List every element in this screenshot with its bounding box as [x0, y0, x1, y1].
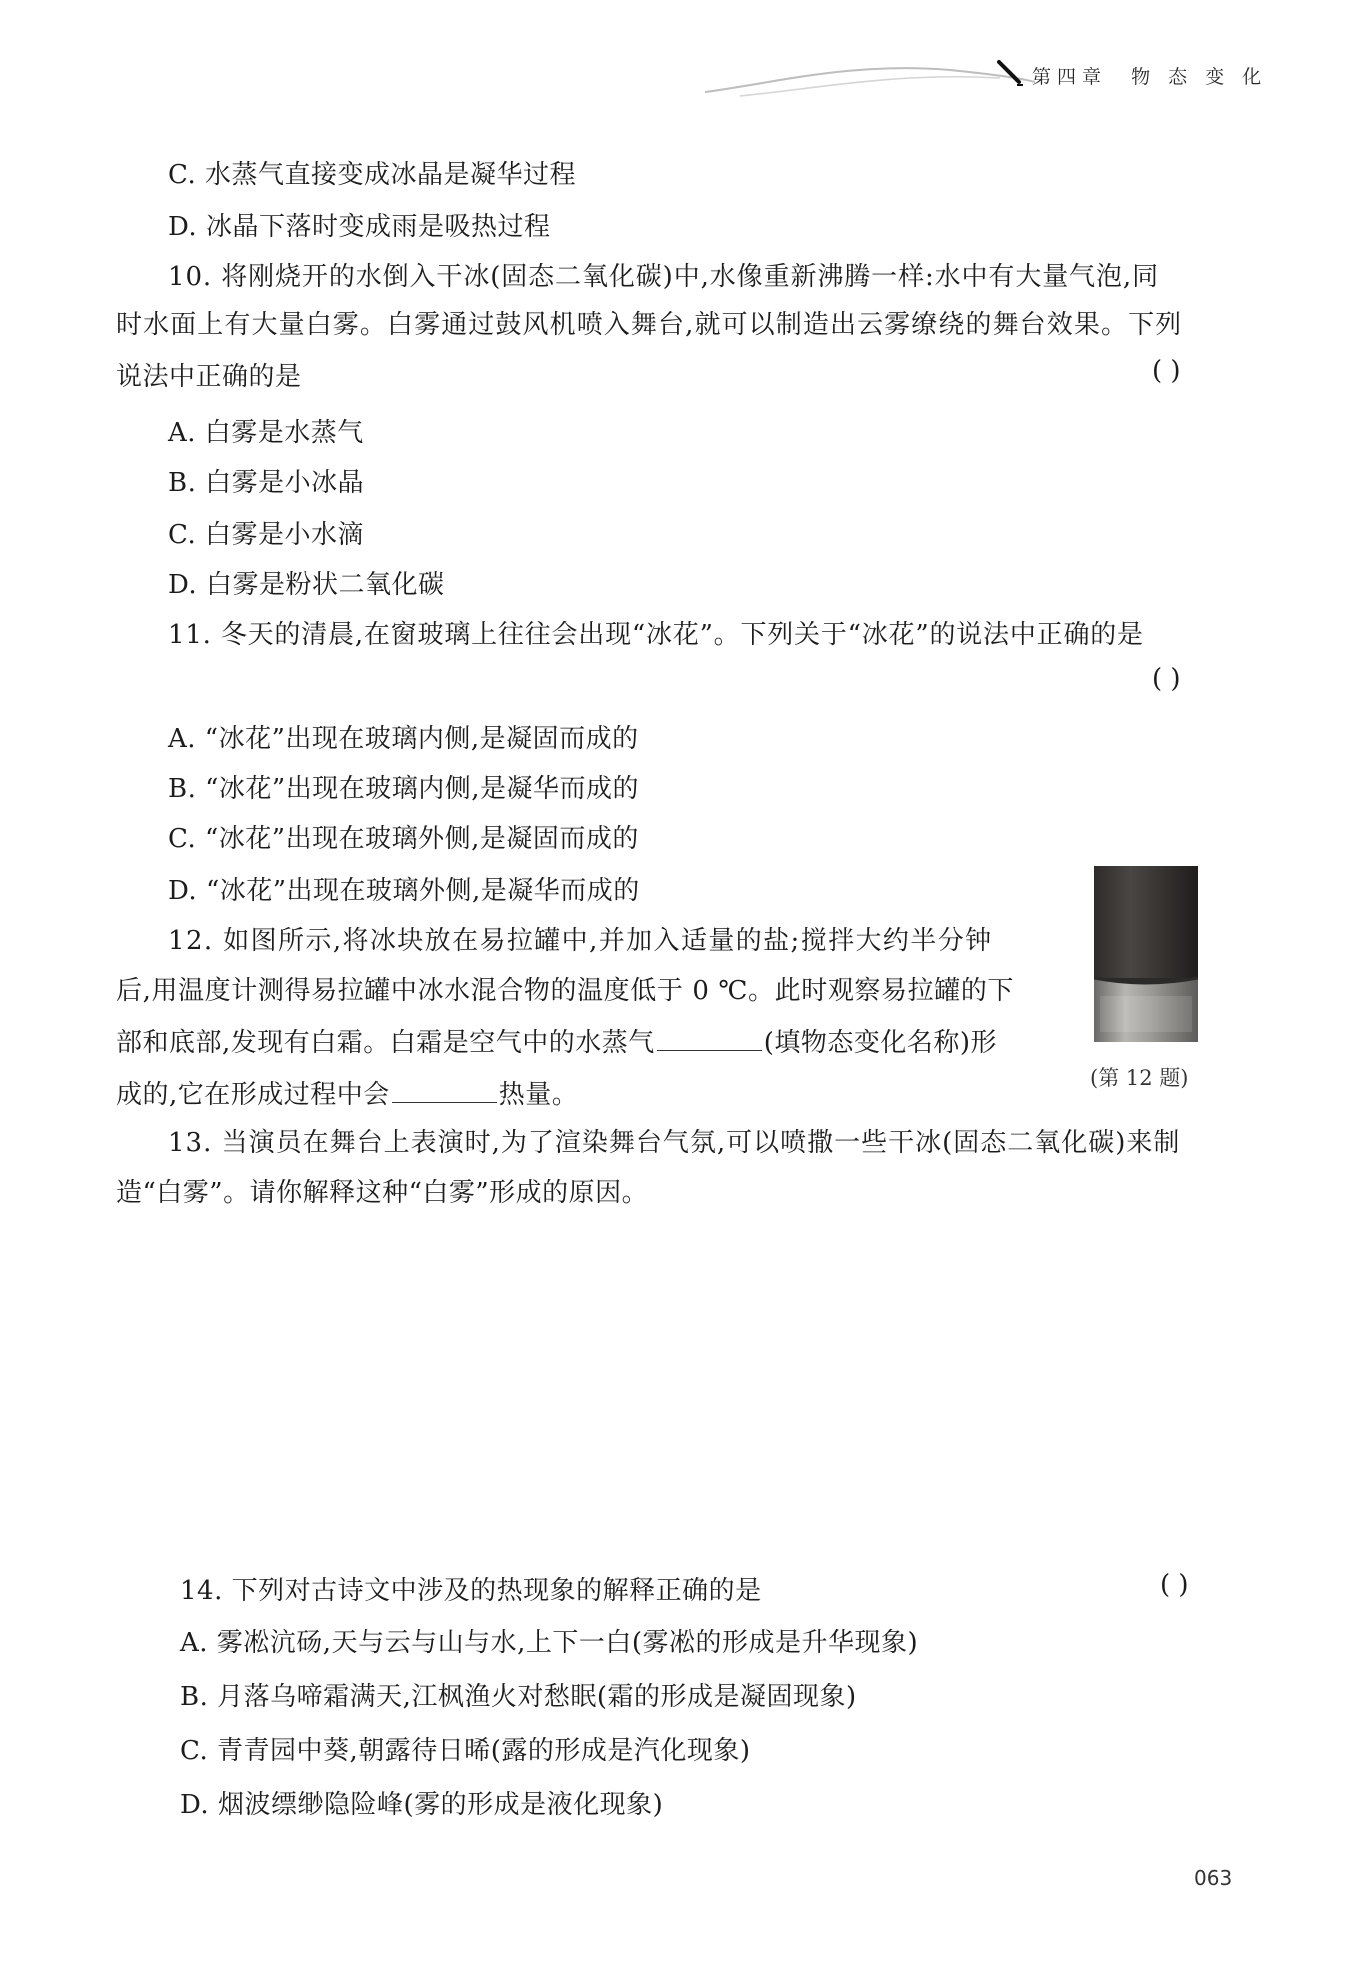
pen-icon: [995, 58, 1025, 88]
q14-option-a: A. 雾凇沆砀,天与云与山与水,上下一白(雾凇的形成是升华现象): [180, 1628, 919, 1658]
q12-stem-line1: 12. 如图所示,将冰块放在易拉罐中,并加入适量的盐;搅拌大约半分钟: [168, 926, 993, 956]
q14-answer-blank: ( ): [1160, 1570, 1189, 1600]
q9-option-c: C. 水蒸气直接变成冰晶是凝华过程: [168, 160, 576, 190]
q14-stem-line1: 14. 下列对古诗文中涉及的热现象的解释正确的是: [180, 1576, 762, 1606]
q9-option-d: D. 冰晶下落时变成雨是吸热过程: [168, 212, 551, 242]
q11-stem-line1: 11. 冬天的清晨,在窗玻璃上往往会出现“冰花”。下列关于“冰花”的说法中正确的是: [168, 620, 1144, 650]
can-photo-figure: [1094, 866, 1198, 1042]
q14-option-c: C. 青青园中葵,朝露待日晞(露的形成是汽化现象): [180, 1736, 751, 1766]
q14-option-b: B. 月落乌啼霜满天,江枫渔火对愁眠(霜的形成是凝固现象): [180, 1682, 857, 1712]
q11-option-b: B. “冰花”出现在玻璃内侧,是凝华而成的: [168, 774, 639, 804]
q10-option-c: C. 白雾是小水滴: [168, 520, 364, 550]
chapter-title: 物 态 变 化: [1131, 66, 1268, 88]
q12-stem-line2: 后,用温度计测得易拉罐中冰水混合物的温度低于 0 ℃。此时观察易拉罐的下: [116, 976, 1015, 1006]
q13-stem-line1: 13. 当演员在舞台上表演时,为了渲染舞台气氛,可以喷撒一些干冰(固态二氧化碳)来制: [168, 1128, 1181, 1158]
q12-line3-before-blank: 部和底部,发现有白霜。白霜是空气中的水蒸气: [116, 1028, 655, 1058]
page-number: 063: [1194, 1866, 1233, 1890]
q12-line4-after-blank: 热量。: [498, 1080, 579, 1110]
q12-fill-blank-2[interactable]: [392, 1076, 497, 1103]
q13-stem-line2: 造“白雾”。请你解释这种“白雾”形成的原因。: [116, 1178, 649, 1208]
q10-stem-line1: 10. 将刚烧开的水倒入干冰(固态二氧化碳)中,水像重新沸腾一样:水中有大量气泡,同: [168, 262, 1159, 292]
q12-fill-blank-1[interactable]: [657, 1024, 762, 1051]
chapter-label: 第四章: [1032, 66, 1108, 88]
q11-option-a: A. “冰花”出现在玻璃内侧,是凝固而成的: [168, 724, 639, 754]
q11-answer-blank: ( ): [1152, 664, 1181, 694]
q10-stem-line2: 时水面上有大量白雾。白雾通过鼓风机喷入舞台,就可以制造出云雾缭绕的舞台效果。下列: [116, 310, 1183, 340]
q12-stem-line3: [116, 1024, 997, 1060]
q12-line3-after-blank: (填物态变化名称)形: [763, 1028, 998, 1058]
q10-option-b: B. 白雾是小冰晶: [168, 468, 365, 498]
q10-option-d: D. 白雾是粉状二氧化碳: [168, 570, 445, 600]
q12-line4-before-blank: 成的,它在形成过程中会: [116, 1080, 390, 1110]
q10-option-a: A. 白雾是水蒸气: [168, 418, 364, 448]
q11-option-c: C. “冰花”出现在玻璃外侧,是凝固而成的: [168, 824, 639, 854]
q14-option-d: D. 烟波缥缈隐险峰(雾的形成是液化现象): [180, 1790, 664, 1820]
q12-figure-caption: (第 12 题): [1090, 1066, 1189, 1090]
q10-stem-line3: 说法中正确的是: [116, 362, 302, 392]
q10-answer-blank: ( ): [1152, 356, 1181, 386]
header-swoosh-decoration: [700, 52, 1040, 102]
q12-stem-line4: [116, 1076, 578, 1112]
q11-option-d: D. “冰花”出现在玻璃外侧,是凝华而成的: [168, 876, 640, 906]
